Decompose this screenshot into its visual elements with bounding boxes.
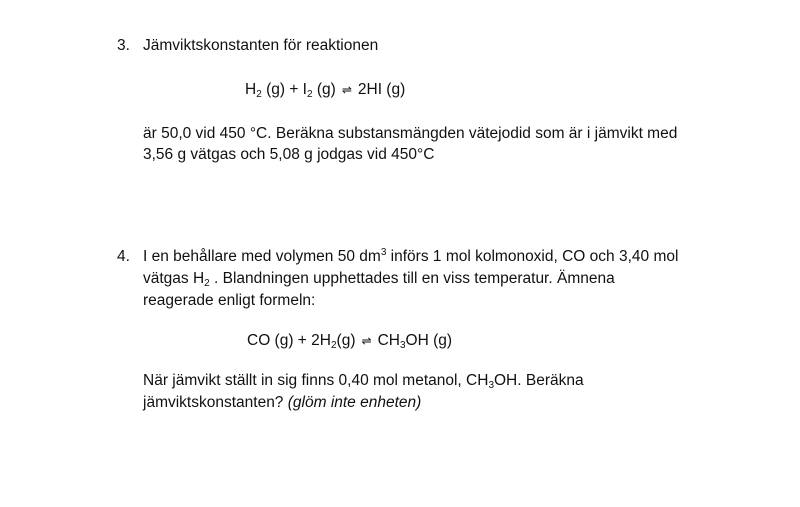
eq3-product: 2HI (g)	[357, 81, 406, 98]
problem3-equation	[245, 80, 405, 100]
eq3-i-state: (g)	[312, 81, 336, 98]
eq3-h-sub: 2	[256, 89, 262, 100]
problem3-line2: 3,56 g vätgas och 5,08 g jodgas vid 450°C	[143, 146, 435, 163]
p4-line4-a: När jämvikt ställt in sig finns 0,40 mol metanol, CH	[143, 372, 489, 389]
problem4-line1	[143, 247, 678, 267]
p4-line1-a: I en behållare med volymen 50 dm	[143, 248, 381, 265]
problem3-number: 3.	[117, 37, 130, 54]
p4-line2-sub: 2	[204, 278, 210, 289]
eq4-left-sub: 2	[330, 340, 337, 351]
equilibrium-arrow-icon: ⇌	[361, 334, 372, 348]
problem3-line1: är 50,0 vid 450 °C. Beräkna substansmängden vätejodid som är i jämvikt med	[143, 125, 678, 142]
p4-line4-sub: 3	[488, 380, 494, 391]
eq4-right-a: CH	[377, 332, 400, 349]
problem4-number: 4.	[117, 248, 130, 265]
p4-line5-a: jämviktskonstanten?	[143, 394, 288, 411]
eq4-left-a: CO (g) + 2H	[247, 332, 331, 349]
problem4-line5	[143, 393, 421, 413]
p4-line1-sup: 3	[380, 247, 387, 258]
eq3-h-state: (g) + I	[261, 81, 307, 98]
problem3-title: Jämviktskonstanten för reaktionen	[143, 37, 379, 54]
equilibrium-arrow-icon: ⇌	[341, 83, 352, 97]
eq3-h: H	[245, 81, 257, 98]
p4-line1-b: införs 1 mol kolmonoxid, CO och 3,40 mol	[386, 248, 679, 265]
eq4-right-sub: 3	[399, 340, 406, 351]
problem4-line4	[143, 371, 584, 391]
eq3-i-sub: 2	[307, 89, 313, 100]
problem4-equation	[247, 331, 452, 351]
eq4-left-b: (g)	[336, 332, 356, 349]
problem4-line2	[143, 269, 615, 289]
p4-line2-b: . Blandningen upphettades till en viss temperatur. Ämnena	[209, 270, 615, 287]
p4-line4-b: OH. Beräkna	[494, 372, 584, 389]
p4-line2-a: vätgas H	[143, 270, 205, 287]
problem4-line3: reagerade enligt formeln:	[143, 292, 316, 309]
eq4-right-b: OH (g)	[405, 332, 453, 349]
p4-line5-italic: (glöm inte enheten)	[287, 394, 422, 411]
